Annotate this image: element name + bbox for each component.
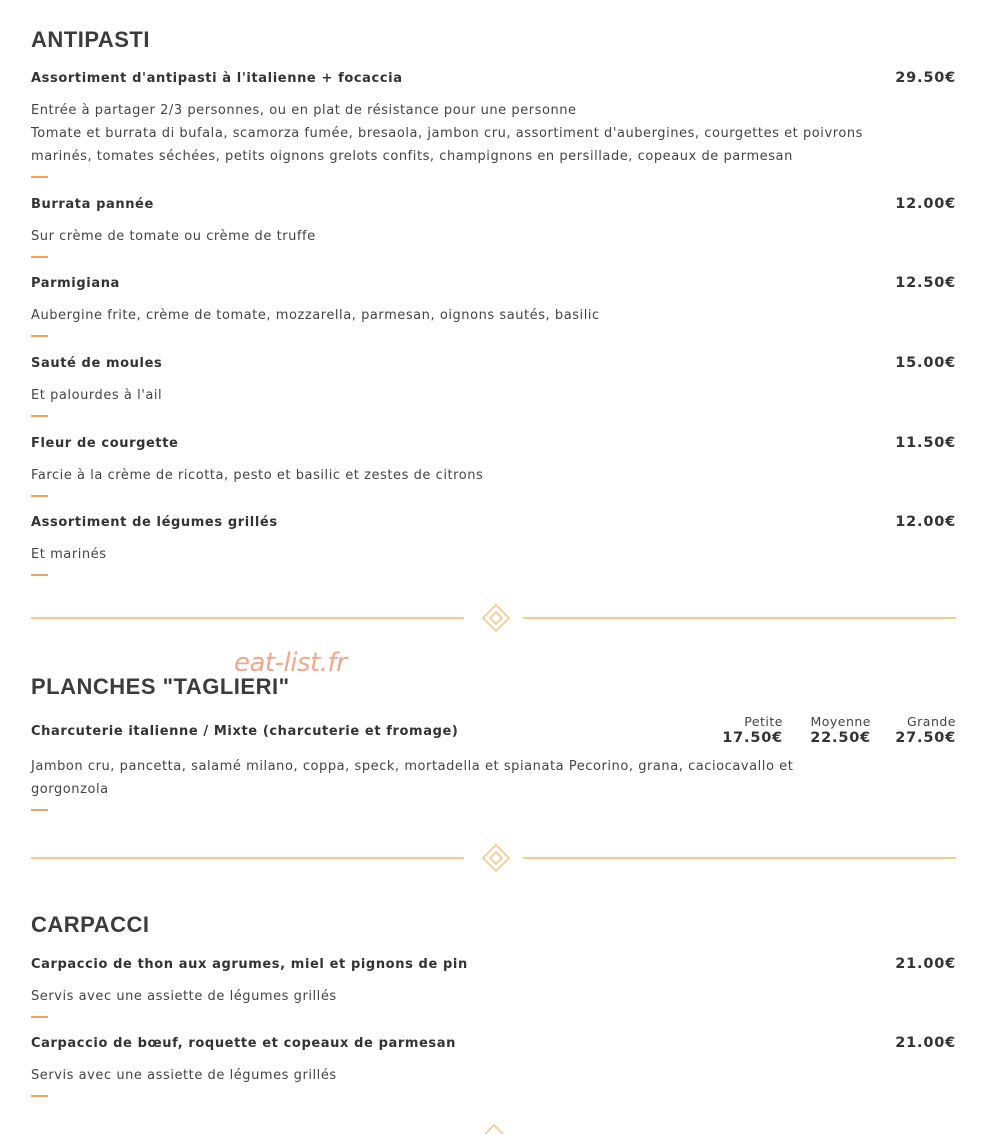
desc-line: Aubergine frite, crème de tomate, mozzarella, parmesan, oignons sautés, basilic — [31, 308, 600, 323]
item-separator-dash — [31, 256, 48, 258]
menu-item — [31, 436, 956, 497]
menu-item — [31, 714, 956, 811]
item-description — [31, 985, 956, 1008]
divider-line — [523, 857, 956, 859]
desc-line: Servis avec une assiette de légumes grillés — [31, 1068, 337, 1083]
item-name: Sauté de moules — [31, 356, 163, 371]
item-separator-dash — [31, 1095, 48, 1097]
item-separator-dash — [31, 415, 48, 417]
divider-line — [523, 617, 956, 619]
desc-line: Entrée à partager 2/3 personnes, ou en plat de résistance pour une personne — [31, 103, 577, 118]
watermark: eat-list.fr — [234, 648, 347, 678]
item-description — [31, 225, 956, 248]
item-description — [31, 384, 956, 407]
item-price: 11.50€ — [895, 435, 956, 451]
section-divider — [31, 843, 956, 873]
item-name: Parmigiana — [31, 276, 120, 291]
item-price: 12.00€ — [895, 514, 956, 530]
diamond-ornament-icon — [481, 1124, 507, 1134]
section-divider — [31, 603, 956, 633]
menu-item — [31, 1036, 956, 1097]
item-price: 12.00€ — [895, 196, 956, 212]
item-description — [31, 464, 956, 487]
item-separator-dash — [31, 495, 48, 497]
item-price: 21.00€ — [895, 956, 956, 972]
item-name: Charcuterie italienne / Mixte (charcuterie et fromage) — [31, 724, 459, 739]
item-separator-dash — [31, 176, 48, 178]
item-description — [31, 755, 956, 801]
size-moyenne — [797, 714, 871, 746]
size-label: Moyenne — [810, 714, 871, 729]
desc-line: gorgonzola — [31, 782, 109, 797]
diamond-ornament-icon — [481, 603, 511, 633]
item-price: 29.50€ — [895, 70, 956, 86]
menu-item — [31, 356, 956, 417]
item-separator-dash — [31, 809, 48, 811]
item-separator-dash — [31, 1016, 48, 1018]
menu-item — [31, 515, 956, 576]
size-price: 27.50€ — [895, 730, 956, 746]
item-price: 21.00€ — [895, 1035, 956, 1051]
item-separator-dash — [31, 574, 48, 576]
desc-line: Et palourdes à l'ail — [31, 388, 163, 403]
menu-item — [31, 276, 956, 337]
section-title-planches: PLANCHES "TAGLIERI" — [31, 674, 290, 699]
desc-line: Tomate et burrata di bufala, scamorza fumée, bresaola, jambon cru, assortiment d'aubergines, courgettes et poivrons — [31, 126, 863, 141]
item-name: Assortiment d'antipasti à l'italienne + focaccia — [31, 71, 403, 86]
item-name: Fleur de courgette — [31, 436, 179, 451]
item-description — [31, 543, 956, 566]
item-price: 15.00€ — [895, 355, 956, 371]
desc-line: marinés, tomates séchées, petits oignons grelots confits, champignons en persillade, copeaux de parmesan — [31, 149, 793, 164]
size-label: Petite — [744, 714, 783, 729]
desc-line: Et marinés — [31, 547, 107, 562]
desc-line: Sur crème de tomate ou crème de truffe — [31, 229, 316, 244]
section-title-carpacci: CARPACCI — [31, 912, 150, 937]
size-price: 22.50€ — [810, 730, 871, 746]
menu-item — [31, 197, 956, 258]
menu-item — [31, 957, 956, 1018]
section-title-antipasti: ANTIPASTI — [31, 27, 150, 52]
item-separator-dash — [31, 335, 48, 337]
divider-line — [31, 857, 464, 859]
size-price: 17.50€ — [722, 730, 783, 746]
item-description — [31, 1064, 956, 1087]
item-name: Carpaccio de bœuf, roquette et copeaux de parmesan — [31, 1036, 456, 1051]
menu-item — [31, 71, 956, 178]
item-name: Burrata pannée — [31, 197, 154, 212]
desc-line: Jambon cru, pancetta, salamé milano, coppa, speck, mortadella et spianata Pecorino, grana, caciocavallo et — [31, 759, 794, 774]
item-name: Assortiment de légumes grillés — [31, 515, 278, 530]
size-prices — [707, 714, 956, 746]
size-label: Grande — [906, 714, 956, 729]
desc-line: Farcie à la crème de ricotta, pesto et basilic et zestes de citrons — [31, 468, 484, 483]
diamond-ornament-icon — [481, 843, 511, 873]
item-description — [31, 304, 956, 327]
item-name: Carpaccio de thon aux agrumes, miel et pignons de pin — [31, 957, 468, 972]
size-petite — [721, 714, 783, 746]
item-price: 12.50€ — [895, 275, 956, 291]
desc-line: Servis avec une assiette de légumes grillés — [31, 989, 337, 1004]
item-description — [31, 99, 956, 168]
size-grande — [885, 714, 956, 746]
divider-line — [31, 617, 464, 619]
